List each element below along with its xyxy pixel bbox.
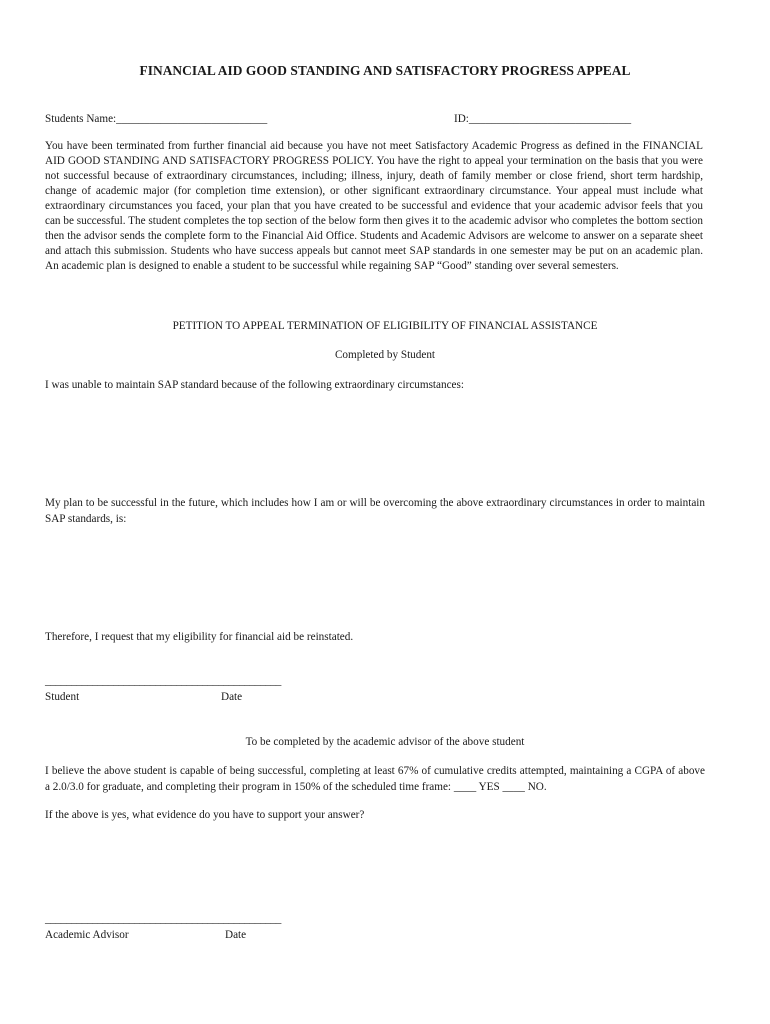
evidence-answer-area[interactable] — [45, 826, 705, 911]
advisor-belief-statement: I believe the above student is capable of being successful, completing at least 67% of cumulative credits attempted, maintaining a CGPA of above a 2.0/3.0 for graduate, and completing their program in 150% of the scheduled time frame: ____ YES ____ NO. — [45, 765, 705, 793]
advisor-signature-line[interactable]: _____________________________________________ — [45, 913, 281, 925]
completed-by-student-heading: Completed by Student — [334, 349, 436, 361]
form-title: FINANCIAL AID GOOD STANDING AND SATISFACTORY PROGRESS APPEAL — [139, 63, 631, 78]
student-id-field[interactable]: ID:_____________________________ — [454, 113, 632, 125]
plan-answer-area[interactable] — [45, 532, 705, 622]
petition-heading: PETITION TO APPEAL TERMINATION OF ELIGIBILITY OF FINANCIAL ASSISTANCE — [172, 320, 598, 332]
evidence-prompt: If the above is yes, what evidence do you have to support your answer? — [45, 809, 365, 821]
advisor-section-heading: To be completed by the academic advisor of the above student — [245, 736, 525, 748]
advisor-date-label: Date — [225, 929, 247, 941]
circumstances-answer-area[interactable] — [45, 396, 705, 486]
student-signature-label: Student — [45, 691, 80, 703]
student-date-label: Date — [221, 691, 243, 703]
circumstances-prompt: I was unable to maintain SAP standard because of the following extraordinary circumstances: — [45, 379, 464, 391]
advisor-signature-label: Academic Advisor — [45, 929, 129, 941]
plan-prompt: My plan to be successful in the future, which includes how I am or will be overcoming the above extraordinary circumstances in order to maintain SAP standards, is: — [45, 497, 705, 525]
students-name-field[interactable]: Students Name:___________________________ — [45, 113, 268, 125]
intro-paragraph: You have been terminated from further financial aid because you have not meet Satisfactory Academic Progress as defined in the FINANCIAL AID GOOD STANDING AND SATISFACTORY PROGRESS POLICY. You have the right to appeal your termination on the basis that you were not successful because of extraordinary circumstances, including; illness, injury, death of family member or close friend, short term hardship, change of academic major (for completion time extension), or other significant extraordinary circumstance. Your appeal must include what extraordinary circumstances you faced, your plan that you have created to be successful and evidence that your academic advisor feels that you can be successful. The student completes the top section of the below form then gives it to the academic advisor who completes the bottom section then the advisor sends the complete form to the Financial Aid Office. Students and Academic Advisors are welcome to answer on a separate sheet and attach this submission. Students who have success appeals but cannot meet SAP standards in one semester may be put on an academic plan. An academic plan is designed to enable a student to be successful while regaining SAP “Good” standing over several semesters. — [45, 140, 703, 273]
request-statement: Therefore, I request that my eligibility for financial aid be reinstated. — [45, 631, 354, 643]
student-signature-line[interactable]: _____________________________________________ — [45, 675, 281, 687]
